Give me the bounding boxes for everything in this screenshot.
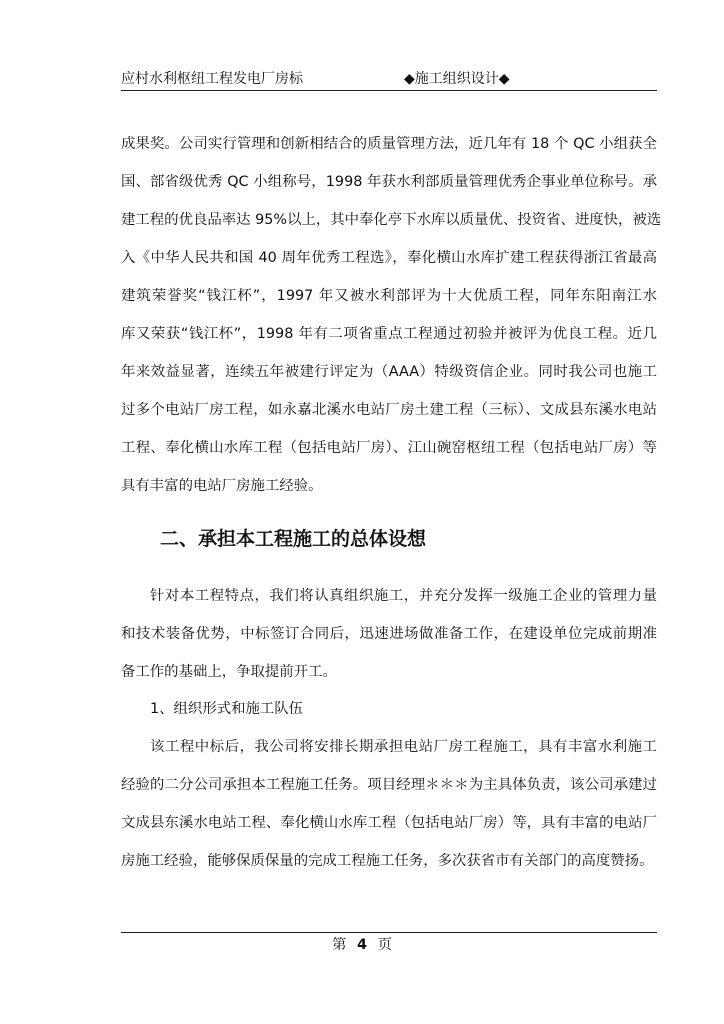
paragraph-organization bbox=[121, 737, 657, 889]
header-document-title: ◆施工组织设计◆ bbox=[404, 71, 510, 87]
header-divider bbox=[121, 90, 657, 91]
text-line: 针对本工程特点，我们将认真组织施工，并充分发挥一级施工企业的管理力量 bbox=[150, 588, 657, 604]
text-line: 建工程的优良品率达 95%以上，其中奉化亭下水库以质量优、投资省、进度快，被选 bbox=[121, 212, 662, 228]
page-header bbox=[121, 70, 657, 90]
subsection-heading: 1、组织形式和施工队伍 bbox=[150, 701, 304, 717]
header-project-title: 应村水利枢纽工程发电厂房标 bbox=[121, 71, 303, 87]
page-number-suffix: 页 bbox=[377, 937, 392, 953]
page-number: 4 bbox=[356, 937, 367, 953]
text-line: 工程、奉化横山水库工程（包括电站厂房）、江山碗窑枢纽工程（包括电站厂房）等 bbox=[121, 440, 657, 456]
text-line: 国、部省级优秀 QC 小组称号，1998 年获水利部质量管理优秀企事业单位称号。承 bbox=[121, 174, 657, 190]
page-footer bbox=[0, 935, 724, 955]
text-line: 经验的二分公司承担本工程施工任务。项目经理＊＊＊为主具体负责，该公司承建过 bbox=[121, 777, 657, 793]
text-line: 建筑荣誉奖“钱江杯”，1997 年又被水利部评为十大优质工程，同年东阳南江水 bbox=[121, 288, 657, 304]
text-line: 年来效益显著，连续五年被建行评定为（AAA）特级资信企业。同时我公司也施工 bbox=[121, 364, 657, 380]
text-line: 备工作的基础上，争取提前开工。 bbox=[121, 664, 337, 680]
page-number-prefix: 第 bbox=[332, 937, 347, 953]
text-line: 和技术装备优势，中标签订合同后，迅速进场做准备工作，在建设单位完成前期准 bbox=[121, 626, 657, 642]
paragraph-overall-plan bbox=[121, 586, 657, 700]
text-line: 成果奖。公司实行管理和创新相结合的质量管理方法，近几年有 18 个 QC 小组获全 bbox=[121, 136, 657, 152]
text-line: 库又荣获“钱江杯”，1998 年有二项省重点工程通过初验并被评为优良工程。近几 bbox=[121, 326, 657, 342]
footer-divider bbox=[121, 932, 657, 933]
section-heading: 二、承担本工程施工的总体设想 bbox=[160, 528, 427, 550]
paragraph-company-honors bbox=[121, 134, 662, 514]
text-line: 文成县东溪水电站工程、奉化横山水库工程（包括电站厂房）等，具有丰富的电站厂 bbox=[121, 815, 657, 831]
text-line: 房施工经验，能够保质保量的完成工程施工任务，多次获省市有关部门的高度赞扬。 bbox=[121, 853, 654, 869]
text-line: 过多个电站厂房工程，如永嘉北溪水电站厂房土建工程（三标）、文成县东溪水电站 bbox=[121, 402, 657, 418]
text-line: 入《中华人民共和国 40 周年优秀工程选》，奉化横山水库扩建工程获得浙江省最高 bbox=[121, 250, 657, 266]
text-line: 该工程中标后，我公司将安排长期承担电站厂房工程施工，具有丰富水利施工 bbox=[150, 739, 657, 755]
text-line: 具有丰富的电站厂房施工经验。 bbox=[121, 478, 323, 494]
